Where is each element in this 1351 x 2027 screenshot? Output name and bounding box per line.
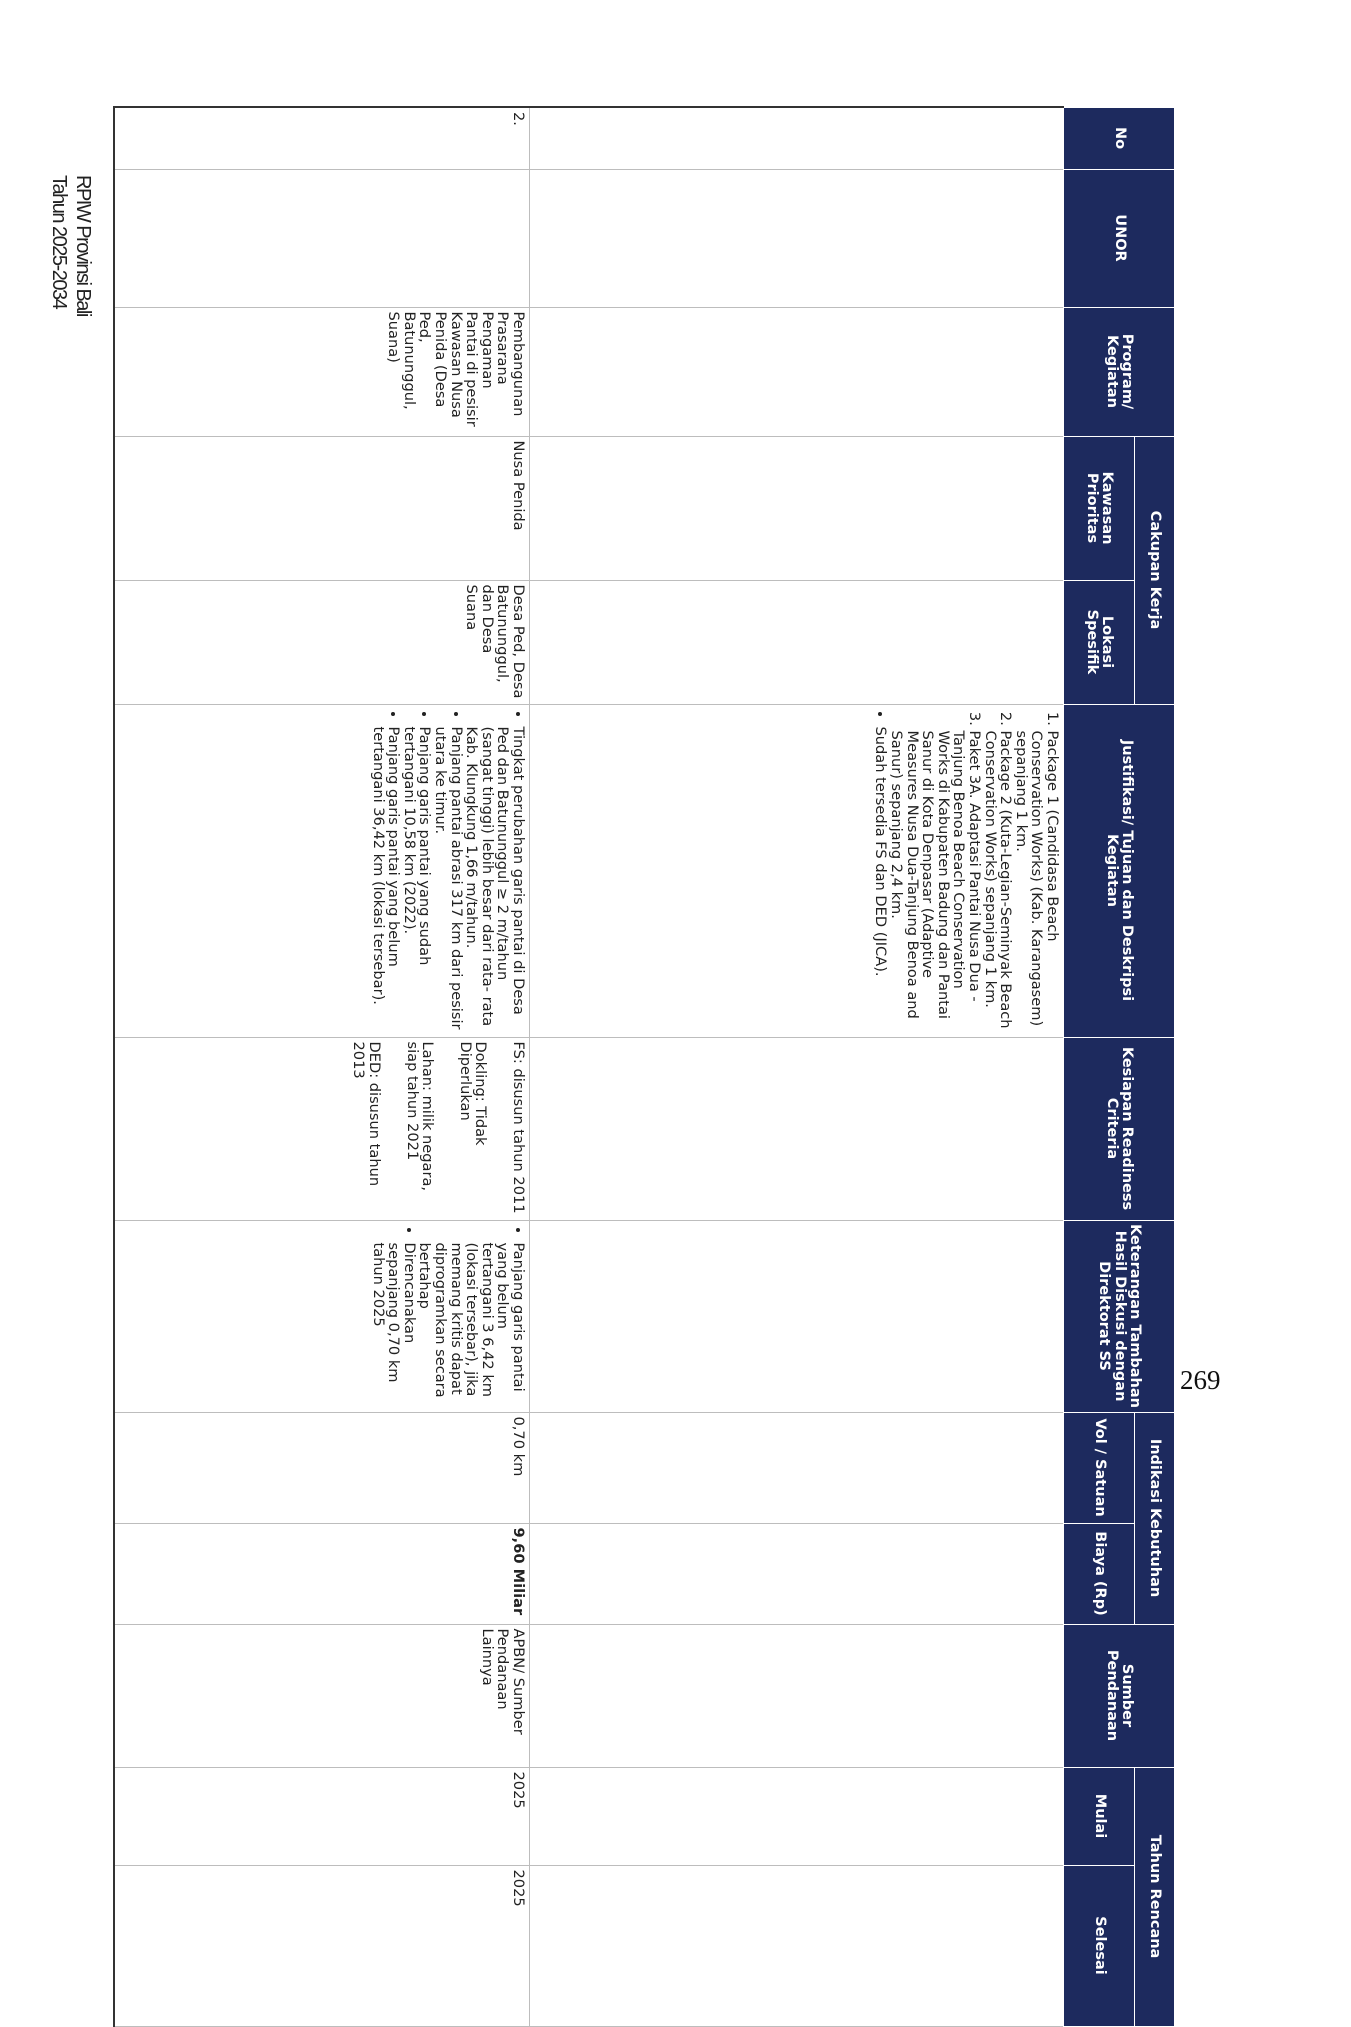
cell-vol xyxy=(530,1412,1064,1523)
cell-biaya: 9,60 Miliar xyxy=(115,1523,530,1624)
cell-unor xyxy=(530,169,1064,307)
cell-kawasan xyxy=(530,436,1064,580)
col-biaya: Biaya (Rp) xyxy=(1064,1523,1135,1624)
cell-kesiapan xyxy=(530,1037,1064,1220)
cell-mulai xyxy=(530,1767,1064,1865)
cell-justifikasi xyxy=(530,704,1064,1037)
list-item: • Panjang garis pantai yang sudah tertangani 10,58 km (2022). xyxy=(401,727,432,1033)
list-item: • Panjang garis pantai yang belum tertangani 36,42 km (lokasi tersebar). xyxy=(370,727,401,1033)
package-list xyxy=(888,709,1060,1033)
cell-sumber: APBN/ Sumber Pendanaan Lainnya xyxy=(115,1624,530,1767)
readiness-ded: DED: disusun tahun 2013 xyxy=(350,1041,384,1187)
col-kesiapan: Kesiapan Readiness Criteria xyxy=(1064,1037,1175,1220)
cell-lokasi xyxy=(530,580,1064,704)
col-selesai: Selesai xyxy=(1064,1865,1135,2026)
col-unor: UNOR xyxy=(1064,169,1175,307)
col-justifikasi: Justifikasi/ Tujuan dan Deskripsi Kegiatan xyxy=(1064,704,1175,1037)
cell-program: Pembangunan Prasarana Pengaman Pantai di pesisir Kawasan Nusa Penida (Desa Ped, Batununggul, Suana) xyxy=(115,307,530,436)
readiness-fs: FS: disusun tahun 2011 xyxy=(510,1041,527,1214)
cell-kesiapan xyxy=(115,1037,530,1220)
col-lokasi: Lokasi Spesifik xyxy=(1064,580,1135,704)
cell-program xyxy=(530,307,1064,436)
list-item: 1. Package 1 (Candidasa Beach Conservation Works) (Kab. Karangasem) sepanjang 1 km. xyxy=(1013,731,1060,1033)
page-number: 269 xyxy=(1180,1365,1221,1395)
list-item: 2. Package 2 (Kuta-Legian-Seminyak Beach Conservation Works) sepanjang 1 km. xyxy=(982,731,1013,1033)
cell-keterangan xyxy=(530,1220,1064,1412)
col-mulai: Mulai xyxy=(1064,1767,1135,1865)
rotated-table-container xyxy=(168,106,1175,1975)
cell-selesai xyxy=(530,1865,1064,2026)
col-program: Program/ Kegiatan xyxy=(1064,307,1175,436)
list-item: 3. Paket 3A. Adaptasi Pantai Nusa Dua - Tanjung Benoa Beach Conservation Works di Kabupaten Badung dan Pantai Sanur di Kota Denpasar (Adaptive Measures Nusa Dua-Tanjung Benoa and Sanur) sepanjang 2,4 km. xyxy=(888,731,982,1033)
cell-vol: 0,70 km xyxy=(115,1412,530,1523)
list-item: • Panjang garis pantai yang belum tertangani 3 6,42 km (lokasi tersebar), jika memang kritis dapat diprogramkan secara bertahap xyxy=(417,1243,526,1408)
note-list xyxy=(873,709,889,1033)
col-sumber: Sumber Pendanaan xyxy=(1064,1624,1175,1767)
list-item: • Panjang pantai abrasi 317 km dari pesisir utara ke timur. xyxy=(432,727,463,1033)
cell-selesai: 2025 xyxy=(115,1865,530,2026)
cell-kawasan: Nusa Penida xyxy=(115,436,530,580)
header-period: Tahun 2025-2034 xyxy=(48,175,70,309)
list-item: • Direncanakan sepanjang 0,70 km tahun 2025 xyxy=(370,1243,417,1408)
cell-biaya xyxy=(530,1523,1064,1624)
document-header xyxy=(47,175,95,316)
cell-keterangan xyxy=(115,1220,530,1412)
cell-no: 2. xyxy=(115,107,530,169)
cell-justifikasi xyxy=(115,704,530,1037)
header-title: RPIW Provinsi Bali xyxy=(72,175,94,316)
cell-mulai: 2025 xyxy=(115,1767,530,1865)
col-no: No xyxy=(1064,107,1175,169)
list-item: • Sudah tersedia FS dan DED (JICA). xyxy=(873,727,889,1033)
table-row xyxy=(115,107,530,2026)
header-row-1 xyxy=(1134,107,1174,2026)
list-item: • Tingkat perubahan garis pantai di Desa Ped dan Batununggul ≥ 2 m/tahun (sangat tinggi) lebih besar dari rata- rata Kab. Klungkung 1,66 m/tahun. xyxy=(464,727,526,1033)
col-cakupan: Cakupan Kerja xyxy=(1134,436,1174,704)
cell-sumber xyxy=(530,1624,1064,1767)
readiness-dokling: Dokling: Tidak Diperlukan xyxy=(456,1041,490,1146)
remarks-list xyxy=(370,1225,526,1408)
col-vol: Vol / Satuan xyxy=(1064,1412,1135,1523)
col-kawasan: Kawasan Prioritas xyxy=(1064,436,1135,580)
col-indikasi: Indikasi Kebutuhan xyxy=(1134,1412,1174,1624)
cell-lokasi: Desa Ped, Desa Batununggul, dan Desa Suana xyxy=(115,580,530,704)
cell-no xyxy=(530,107,1064,169)
col-tahun: Tahun Rencana xyxy=(1134,1767,1174,2026)
cell-unor xyxy=(115,169,530,307)
justification-list xyxy=(370,709,526,1033)
readiness-lahan: Lahan: milik negara, siap tahun 2021 xyxy=(403,1041,437,1192)
table-row xyxy=(530,107,1064,2026)
program-table xyxy=(114,106,1176,2027)
col-keterangan: Keterangan Tambahan Hasil Diskusi dengan Direktorat SS xyxy=(1064,1220,1175,1412)
